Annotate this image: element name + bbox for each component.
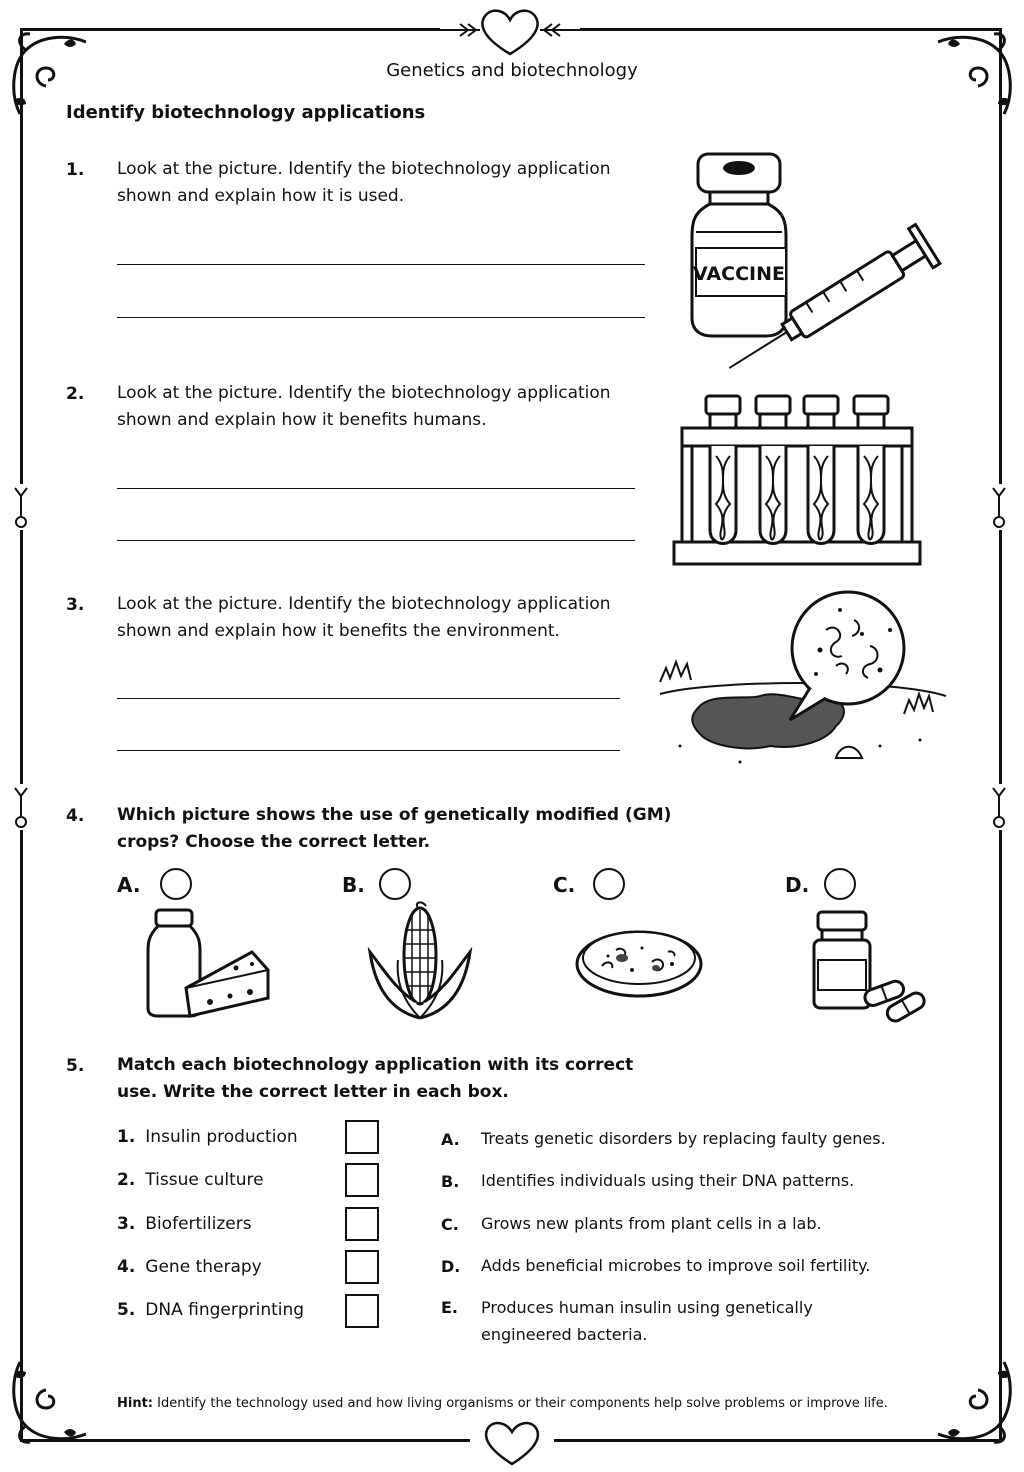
vaccine-syringe-icon xyxy=(680,150,950,370)
use-c-text: Grows new plants from plant cells in a lab. xyxy=(481,1214,822,1233)
answer-line[interactable] xyxy=(117,698,620,699)
milk-cheese-icon xyxy=(140,908,274,1022)
answer-box-3[interactable] xyxy=(345,1207,379,1241)
answer-box-1[interactable] xyxy=(345,1120,379,1154)
answer-line[interactable] xyxy=(117,317,645,318)
corner-ornament-bottom-left xyxy=(6,1352,106,1462)
match-item-2: 2. Tissue culture xyxy=(117,1170,264,1190)
use-b-letter: B. xyxy=(441,1172,460,1191)
use-a-text: Treats genetic disorders by replacing faulty genes. xyxy=(481,1129,886,1148)
answer-line[interactable] xyxy=(117,488,635,489)
answer-line[interactable] xyxy=(117,750,620,751)
question-5-text: Match each biotechnology application with its correct use. Write the correct letter in each box. xyxy=(117,1055,634,1102)
use-d-letter: D. xyxy=(441,1257,461,1276)
side-ornament-right-2 xyxy=(990,784,1008,830)
question-1-text: Look at the picture. Identify the biotechnology application shown and explain how it is used. xyxy=(117,159,611,206)
use-a-letter: A. xyxy=(441,1130,460,1149)
question-4-number: 4. xyxy=(66,806,85,826)
match-item-4: 4. Gene therapy xyxy=(117,1257,262,1277)
answer-line[interactable] xyxy=(117,264,645,265)
question-5-number: 5. xyxy=(66,1056,85,1076)
option-d-circle[interactable] xyxy=(824,868,856,900)
question-1-number: 1. xyxy=(66,160,85,180)
answer-line[interactable] xyxy=(117,540,635,541)
option-a-circle[interactable] xyxy=(160,868,192,900)
side-ornament-left-1 xyxy=(12,484,30,530)
oil-spill-microbes-icon xyxy=(650,590,952,774)
option-b-circle[interactable] xyxy=(379,868,411,900)
test-tube-rack-dna-icon xyxy=(670,392,924,568)
corner-ornament-bottom-right xyxy=(918,1352,1018,1462)
question-3-text: Look at the picture. Identify the biotechnology application shown and explain how it benefits the environment. xyxy=(117,594,611,641)
match-item-3: 3. Biofertilizers xyxy=(117,1214,252,1234)
petri-dish-icon xyxy=(572,922,706,1002)
medicine-bottle-icon xyxy=(808,908,928,1026)
use-e-text: Produces human insulin using genetically engineered bacteria. xyxy=(481,1298,813,1344)
side-ornament-left-2 xyxy=(12,784,30,830)
question-4-text: Which picture shows the use of genetically modified (GM) crops? Choose the correct letter. xyxy=(117,805,672,852)
use-d-text: Adds beneficial microbes to improve soil fertility. xyxy=(481,1256,871,1275)
match-item-5: 5. DNA fingerprinting xyxy=(117,1300,305,1320)
option-c-letter: C. xyxy=(553,873,576,897)
option-a-letter: A. xyxy=(117,873,141,897)
hint-text: Hint: Identify the technology used and how living organisms or their components help solve problems or improve life. xyxy=(117,1396,888,1411)
use-c-letter: C. xyxy=(441,1215,459,1234)
worksheet-title: Identify biotechnology applications xyxy=(66,102,426,123)
use-e-letter: E. xyxy=(441,1298,459,1317)
option-b-letter: B. xyxy=(342,873,365,897)
answer-box-2[interactable] xyxy=(345,1163,379,1197)
question-3-number: 3. xyxy=(66,595,85,615)
use-b-text: Identifies individuals using their DNA patterns. xyxy=(481,1171,855,1190)
match-item-1: 1. Insulin production xyxy=(117,1127,298,1147)
bottom-heart-ornament xyxy=(470,1418,554,1468)
answer-box-5[interactable] xyxy=(345,1294,379,1328)
side-ornament-right-1 xyxy=(990,484,1008,530)
worksheet-header: Genetics and biotechnology xyxy=(386,60,638,81)
vaccine-label: VACCINE xyxy=(693,263,785,285)
option-d-letter: D. xyxy=(785,873,810,897)
question-2-number: 2. xyxy=(66,384,85,404)
option-c-circle[interactable] xyxy=(593,868,625,900)
answer-box-4[interactable] xyxy=(345,1250,379,1284)
top-heart-ornament xyxy=(440,4,580,60)
corn-icon xyxy=(366,900,474,1024)
question-2-text: Look at the picture. Identify the biotechnology application shown and explain how it benefits humans. xyxy=(117,383,611,430)
